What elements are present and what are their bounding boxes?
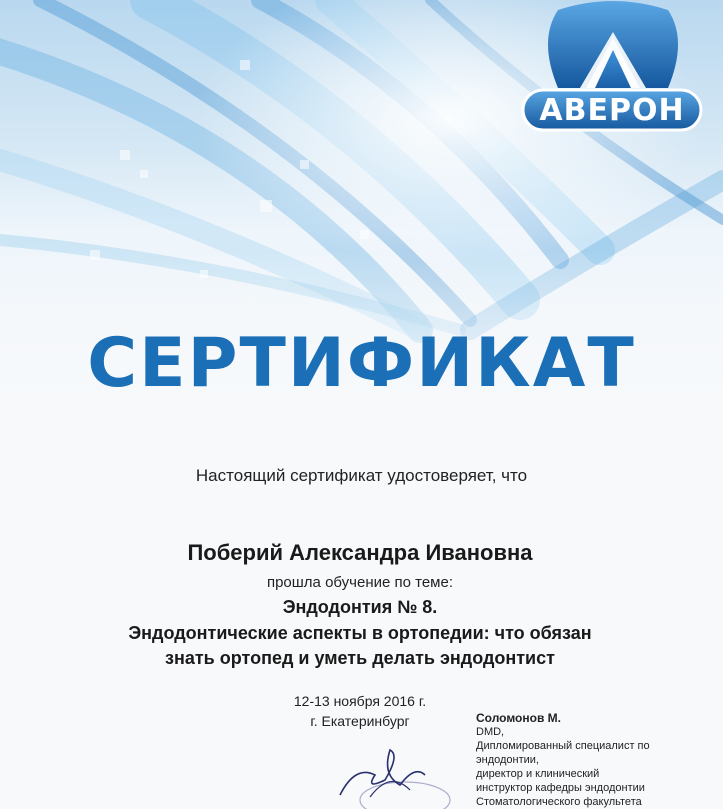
signatory-line: эндодонтии, [476, 754, 539, 766]
signatory-line: Дипломированный специалист по [476, 740, 650, 752]
topic-title: Эндодонтия № 8. [282, 597, 438, 617]
signatory-line: инструктор кафедры эндодонтии [476, 782, 645, 794]
signatory-line: Стоматологического факультета [476, 796, 642, 808]
course-date: 12-13 ноября 2016 г. [293, 693, 427, 709]
signature-with-stamp [330, 745, 450, 800]
topic-subtitle: Эндодонтические аспекты в ортопедии: что обязан знать ортопед и уметь делать эндодонтист [128, 623, 592, 668]
signatory-line: директор и клинический [476, 768, 600, 780]
recipient-name: Поберий Александра Ивановна [187, 540, 533, 565]
course-city: г. Екатеринбург [310, 713, 410, 729]
passed-training-text: прошла обучение по теме: [266, 574, 454, 591]
certificate-title: СЕРТИФИКАТ [87, 324, 636, 403]
signatory-line: DMD, [476, 726, 505, 738]
logo-text: АВЕРОН [539, 92, 685, 128]
signatory-block [476, 711, 716, 808]
intro-text: Настоящий сертификат удостоверяет, что [195, 466, 528, 485]
signatory-name: Соломонов М. [476, 711, 562, 725]
